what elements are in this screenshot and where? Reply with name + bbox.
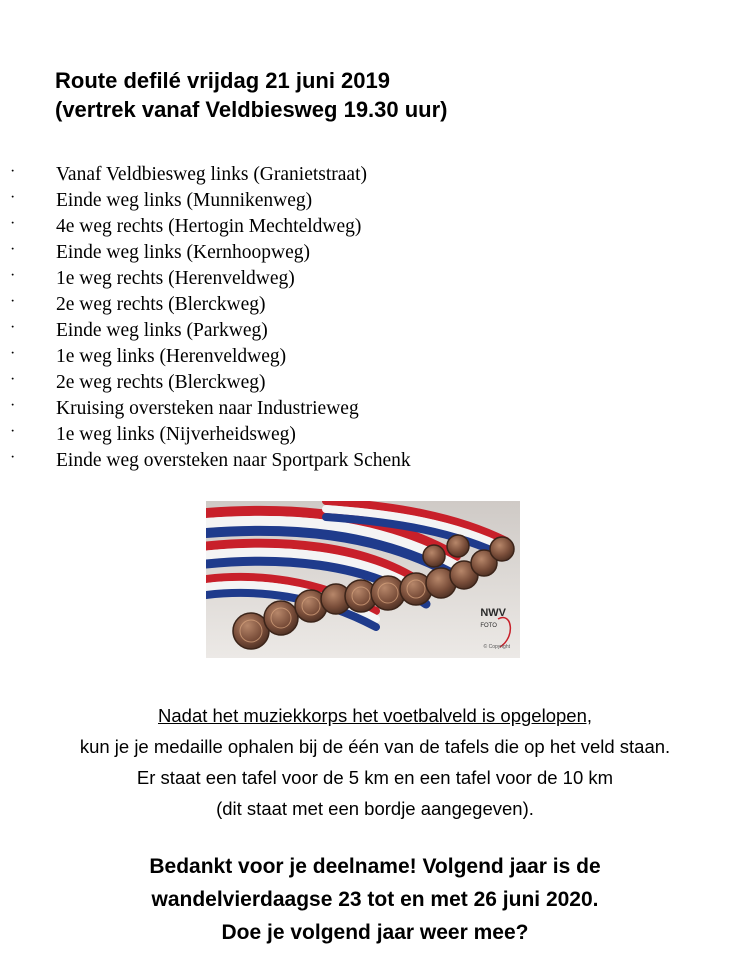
route-step: Kruising oversteken naar Industrieweg: [56, 398, 359, 419]
info-line-3: Er staat een tafel voor de 5 km en een tafel voor de 10 km: [136, 767, 614, 788]
bullet: ·: [10, 293, 16, 310]
bullet: ·: [10, 345, 16, 362]
bullet: ·: [10, 163, 16, 180]
bullet: ·: [10, 449, 16, 466]
route-step: 2e weg rechts (Blerckweg): [56, 372, 266, 393]
bullet: ·: [10, 319, 16, 336]
route-step: 2e weg rechts (Blerckweg): [56, 294, 266, 315]
bullet: ·: [10, 241, 16, 258]
thanks-line-1: Bedankt voor je deelname! Volgend jaar is de: [149, 855, 601, 878]
route-step: 1e weg links (Nijverheidsweg): [56, 424, 296, 445]
route-step: Einde weg links (Munnikenweg): [56, 190, 313, 211]
photo-brand-logo: [480, 608, 506, 632]
route-step: Vanaf Veldbiesweg links (Granietstraat): [56, 164, 368, 185]
route-step: Einde weg links (Parkweg): [56, 320, 268, 341]
photo-brand: NWV: [480, 607, 506, 619]
route-step: 1e weg rechts (Herenveldweg): [56, 268, 295, 289]
medals-photo: [206, 501, 520, 658]
medals-illustration: [206, 501, 520, 658]
route-step: Einde weg oversteken naar Sportpark Schenk: [56, 450, 411, 471]
page-title: [55, 66, 448, 124]
info-line-4: (dit staat met een bordje aangegeven).: [216, 798, 534, 819]
bullet: ·: [10, 397, 16, 414]
route-step: Einde weg links (Kernhoopweg): [56, 242, 310, 263]
thanks-message: [0, 850, 750, 949]
thanks-line-2: wandelvierdaagse 23 tot en met 26 juni 2020.: [151, 888, 599, 911]
bullet: ·: [10, 423, 16, 440]
pickup-info: [0, 700, 750, 824]
info-line-1: Nadat het muziekkorps het voetbalveld is opgelopen,: [158, 705, 592, 726]
bullet: ·: [10, 189, 16, 206]
route-step: 4e weg rechts (Hertogin Mechteldweg): [56, 216, 362, 237]
title-line-1: Route defilé vrijdag 21 juni 2019: [55, 68, 390, 93]
photo-copyright: © Copyright: [483, 644, 510, 650]
title-line-2: (vertrek vanaf Veldbiesweg 19.30 uur): [55, 97, 448, 122]
photo-brand-sub: FOTO: [480, 623, 497, 629]
thanks-line-3: Doe je volgend jaar weer mee?: [221, 921, 529, 944]
route-step: 1e weg links (Herenveldweg): [56, 346, 287, 367]
bullet: ·: [10, 371, 16, 388]
bullet: ·: [10, 215, 16, 232]
bullet: ·: [10, 267, 16, 284]
info-line-2: kun je je medaille ophalen bij de één van de tafels die op het veld staan.: [79, 736, 671, 757]
